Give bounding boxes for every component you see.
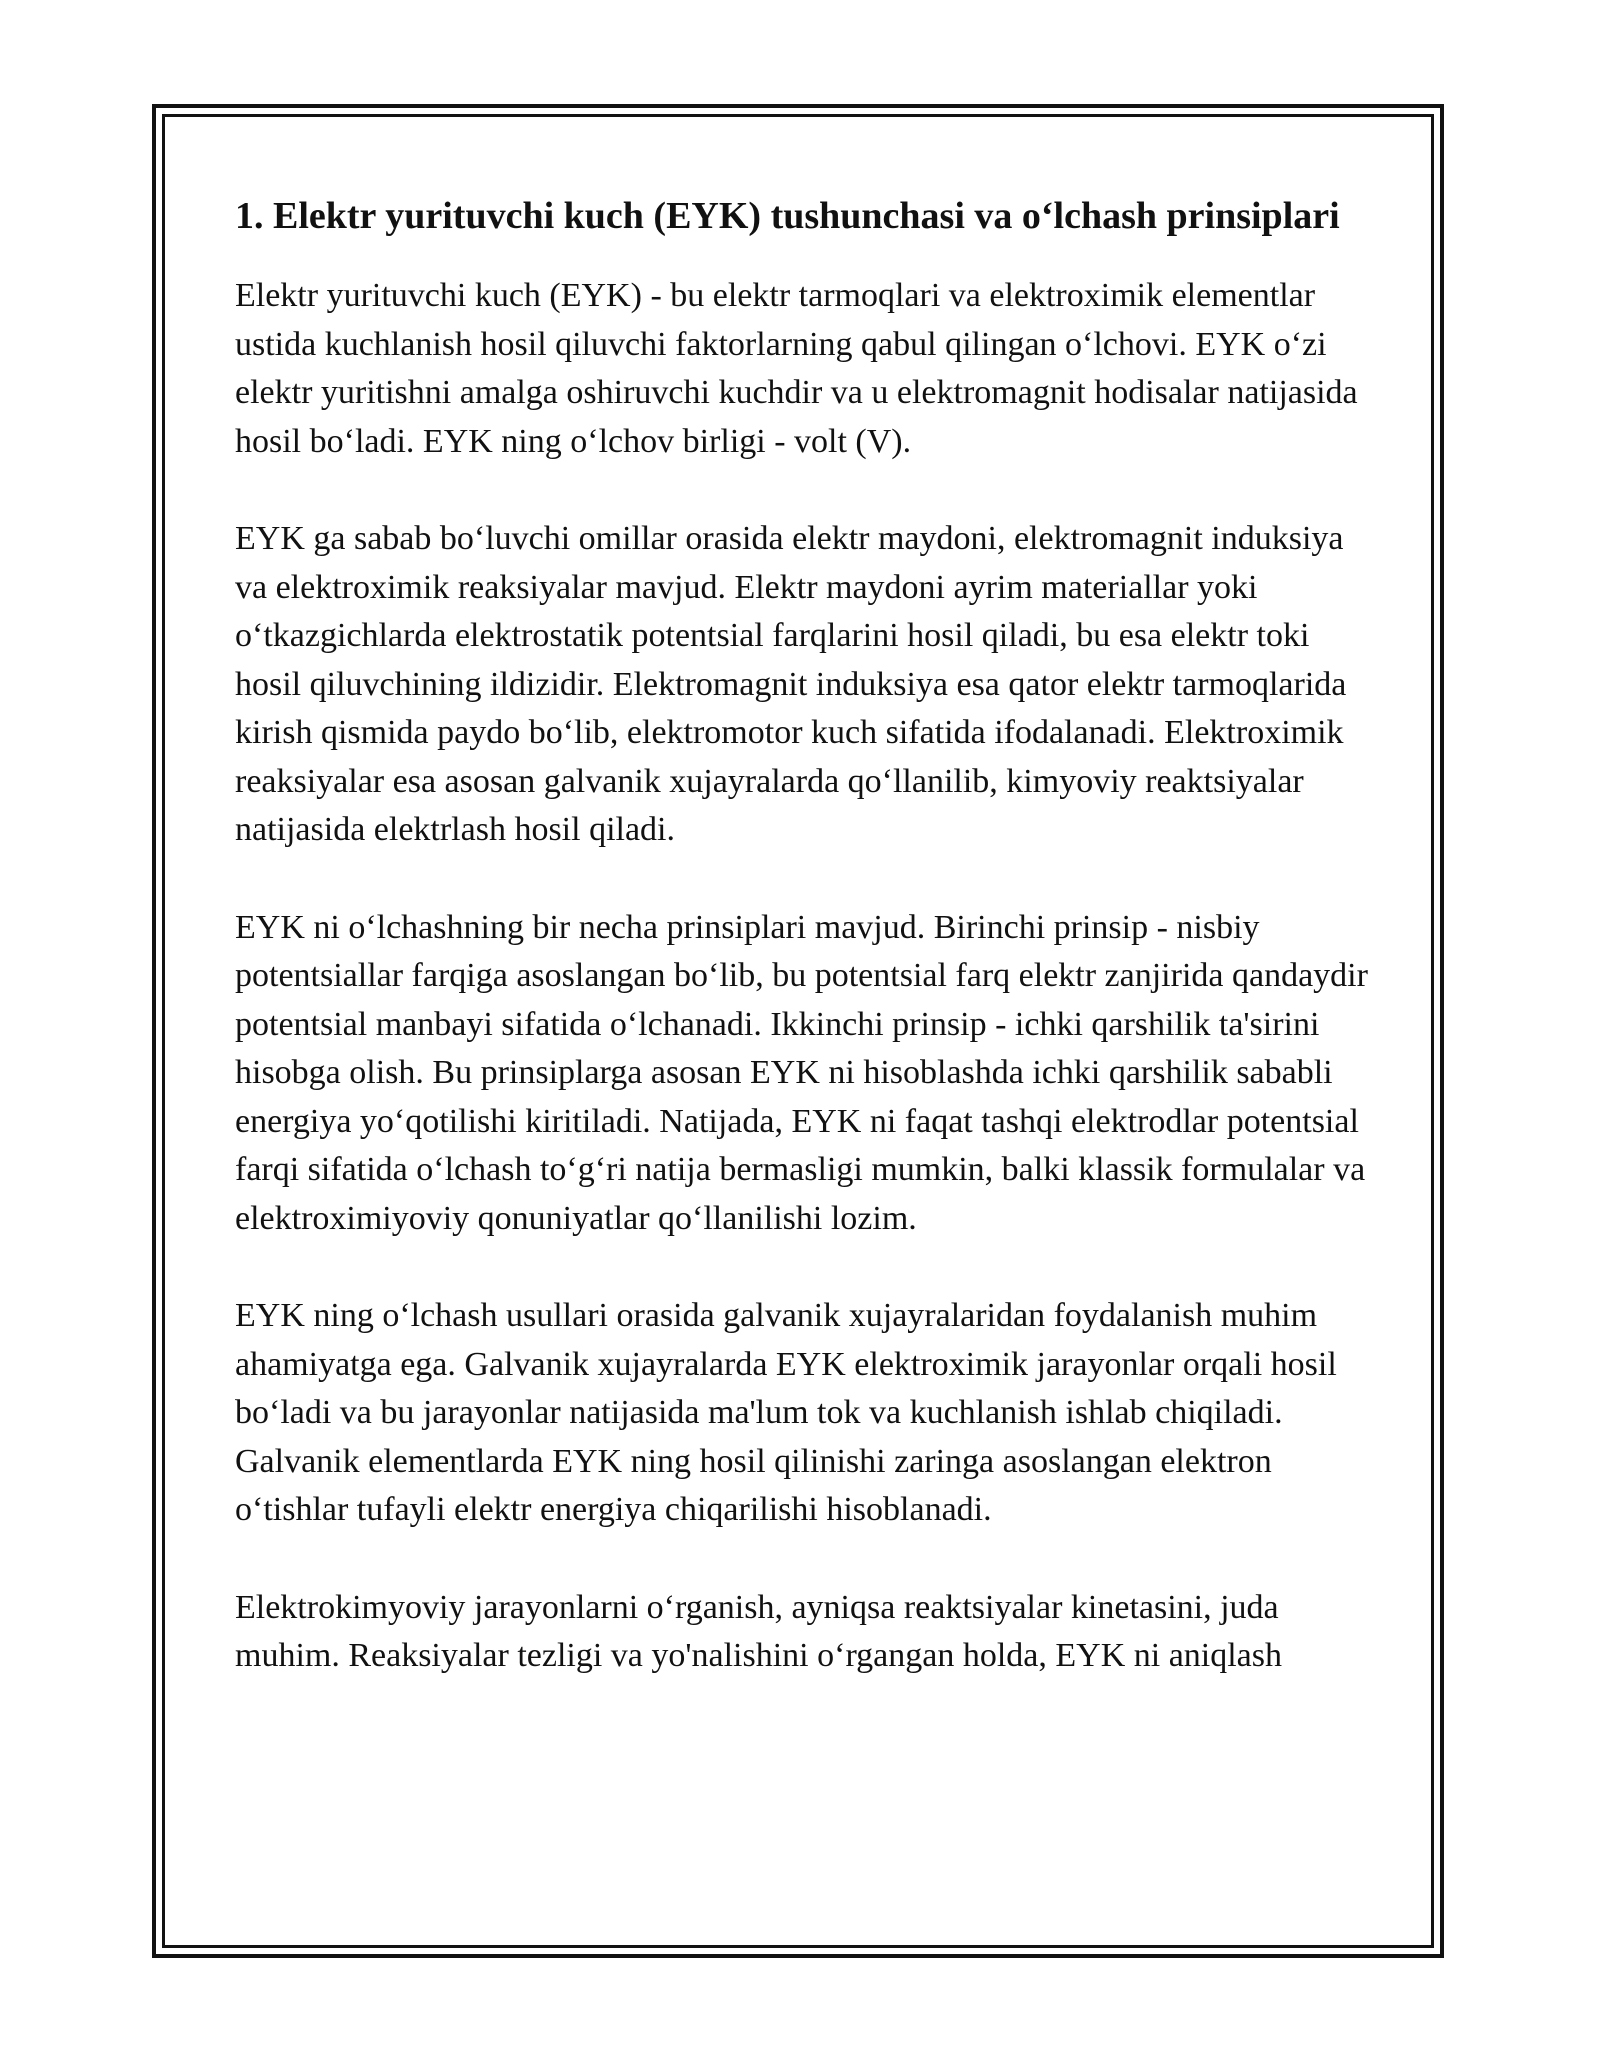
paragraph-electrochemistry: Elektrokimyoviy jarayonlarni o‘rganish, ayniqsa reaktsiyalar kinetasini, juda muhim. Reaksiyalar tezligi va yo'nalishini o‘rgangan holda, EYK ni aniqlash [235, 1588, 1282, 1674]
paragraph-definition: Elektr yurituvchi kuch (EYK) - bu elektr tarmoqlari va elektroximik elementlar ustida kuchlanish hosil qiluvchi faktorlarning qabul qilingan o‘lchovi. EYK o‘zi elektr yuritishni amalga oshiruvchi kuchdir va u elektromagnit hodisalar natijasida hosil bo‘ladi. EYK ning o‘lchov birligi - volt (V). [235, 277, 1358, 460]
document-body [235, 188, 1370, 1681]
paragraph-galvanic-cells: EYK ning o‘lchash usullari orasida galvanik xujayralaridan foydalanish muhim ahamiyatga ega. Galvanik xujayralarda EYK elektroximik jarayonlar orqali hosil bo‘ladi va bu jarayonlar natijasida ma'lum tok va kuchlanish ishlab chiqiladi. Galvanik elementlarda EYK ning hosil qilinishi zaringa asoslangan elektron o‘tishlar tufayli elektr energiya chiqarilishi hisoblanadi. [235, 1297, 1337, 1528]
paragraph-causes: EYK ga sabab bo‘luvchi omillar orasida elektr maydoni, elektromagnit induksiya va elektroximik reaksiyalar mavjud. Elektr maydoni ayrim materiallar yoki o‘tkazgichlarda elektrostatik potentsial farqlarini hosil qiladi, bu esa elektr toki hosil qiluvchining ildizidir. Elektromagnit induksiya esa qator elektr tarmoqlarida kirish qismida paydo bo‘lib, elektromotor kuch sifatida ifodalanadi. Elektroximik reaksiyalar esa asosan galvanik xujayralarda qo‘llanilib, kimyoviy reaktsiyalar natijasida elektrlash hosil qiladi. [235, 520, 1347, 848]
paragraph-principles: EYK ni o‘lchashning bir necha prinsiplari mavjud. Birinchi prinsip - nisbiy potentsiallar farqiga asoslangan bo‘lib, bu potentsial farq elektr zanjirida qandaydir potentsial manbayi sifatida o‘lchanadi. Ikkinchi prinsip - ichki qarshilik ta'sirini hisobga olish. Bu prinsiplarga asosan EYK ni hisoblashda ichki qarshilik sababli energiya yo‘qotilishi kiritiladi. Natijada, EYK ni faqat tashqi elektrodlar potentsial farqi sifatida o‘lchash to‘g‘ri natija bermasligi mumkin, balki klassik formulalar va elektroximiyoviy qonuniyatlar qo‘llanilishi lozim. [235, 908, 1368, 1237]
section-heading: 1. Elektr yurituvchi kuch (EYK) tushunchasi va o‘lchash prinsiplari [235, 195, 1340, 237]
